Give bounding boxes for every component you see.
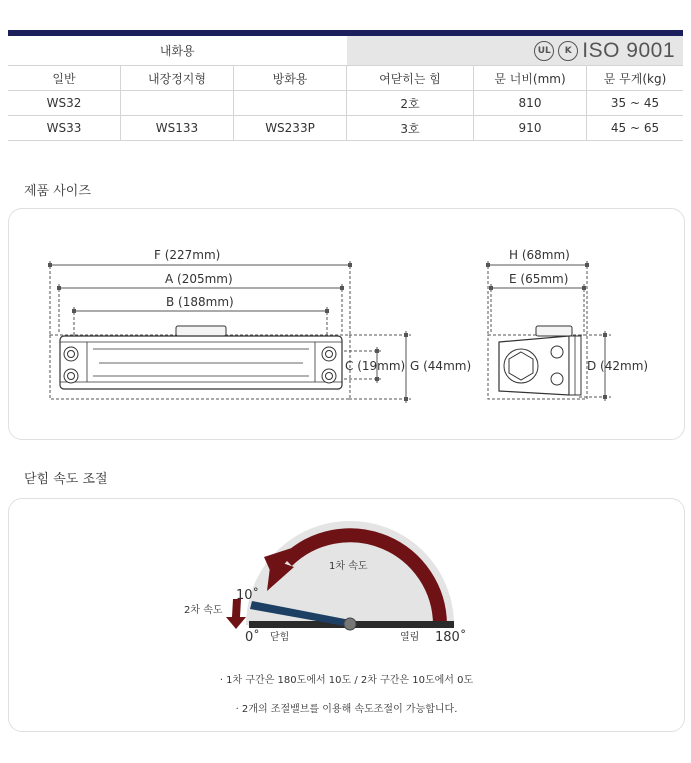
note-valve-adjust: · 2개의 조절밸브를 이용해 속도조절이 가능합니다. xyxy=(235,704,458,715)
product-size-title: 제품 사이즈 xyxy=(24,184,91,199)
closing-speed-panel xyxy=(8,498,685,732)
first-speed-label: 1차 속도 xyxy=(329,561,368,572)
closing-speed-title: 닫힘 속도 조절 xyxy=(24,472,108,487)
header-door-weight: 문 무게(kg) xyxy=(587,66,684,91)
dim-label-c: C (19mm) xyxy=(345,359,406,373)
cell-builtin-stop xyxy=(121,91,234,116)
group-fireproof: 내화용 xyxy=(8,36,347,66)
iso-9001-mark: ISO 9001 xyxy=(582,39,675,62)
dim-label-g: G (44mm) xyxy=(410,359,472,373)
dimension-drawing xyxy=(9,209,684,439)
dim-label-f: F (227mm) xyxy=(154,248,221,262)
cell-general: WS33 xyxy=(8,116,121,141)
dim-label-a: A (205mm) xyxy=(165,272,233,286)
ks-mark-icon: K xyxy=(558,41,578,61)
second-speed-arrow-icon xyxy=(226,599,246,629)
dim-label-e: E (65mm) xyxy=(509,272,569,286)
cell-builtin-stop: WS133 xyxy=(121,116,234,141)
header-builtin-stop: 내장정지형 xyxy=(121,66,234,91)
header-closing-force: 여닫히는 힘 xyxy=(347,66,474,91)
angle-180-label: 180˚ xyxy=(435,630,467,645)
cell-door-width: 910 xyxy=(474,116,587,141)
second-speed-label: 2차 속도 xyxy=(184,605,223,616)
closing-speed-diagram xyxy=(9,499,684,731)
table-row xyxy=(8,91,683,116)
header-door-width: 문 너비(mm) xyxy=(474,66,587,91)
note-speed-range: · 1차 구간은 180도에서 10도 / 2차 구간은 10도에서 0도 xyxy=(219,675,474,686)
close-direction-label: 닫힘 xyxy=(270,632,290,643)
cell-door-width: 810 xyxy=(474,91,587,116)
angle-0-label: 0˚ xyxy=(245,630,260,645)
certification-logos xyxy=(534,39,675,63)
dim-label-d: D (42mm) xyxy=(587,359,649,373)
ul-mark-icon: UL xyxy=(534,41,554,61)
cell-closing-force: 2호 xyxy=(347,91,474,116)
dim-label-h: H (68mm) xyxy=(509,248,570,262)
angle-10-label: 10˚ xyxy=(236,588,260,603)
spec-group-row xyxy=(8,36,683,66)
door-closer-front-view xyxy=(50,326,350,399)
header-general: 일반 xyxy=(8,66,121,91)
pivot-hinge xyxy=(344,618,356,630)
cell-door-weight: 45 ~ 65 xyxy=(587,116,684,141)
cell-general: WS32 xyxy=(8,91,121,116)
dim-label-b: B (188mm) xyxy=(166,295,234,309)
cell-closing-force: 3호 xyxy=(347,116,474,141)
header-fire-door: 방화용 xyxy=(234,66,347,91)
spec-header-row xyxy=(8,66,683,91)
table-row xyxy=(8,116,683,141)
cell-fire-door: WS233P xyxy=(234,116,347,141)
door-closer-side-view xyxy=(488,326,587,399)
cell-fire-door xyxy=(234,91,347,116)
product-size-panel xyxy=(8,208,685,440)
cell-door-weight: 35 ~ 45 xyxy=(587,91,684,116)
certification-cell xyxy=(347,36,684,66)
spec-table xyxy=(8,36,683,141)
open-direction-label: 열림 xyxy=(400,632,420,643)
